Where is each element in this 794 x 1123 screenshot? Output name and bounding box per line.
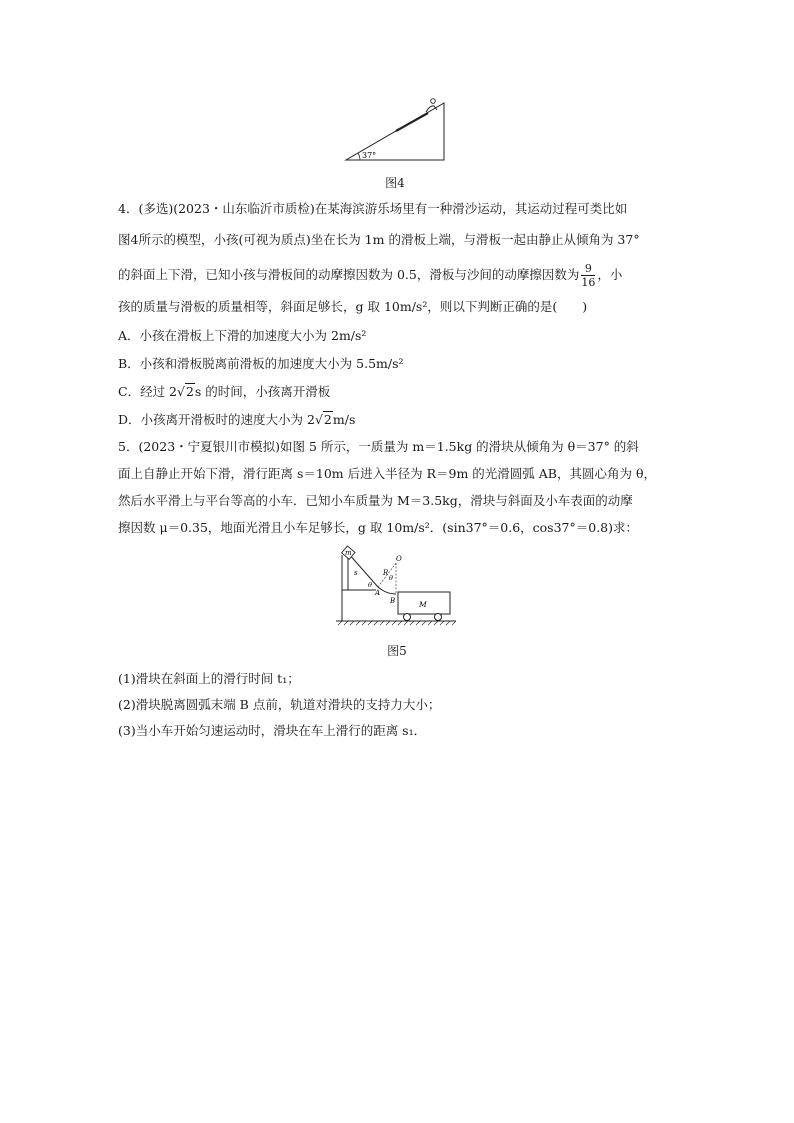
q5-sub-3: (3)当小车开始匀速运动时，滑块在车上滑行的距离 s₁． [118, 723, 427, 738]
arc-ab [378, 587, 396, 594]
child-body [426, 106, 437, 112]
label-cart-m: M [419, 600, 427, 609]
figure-4-diagram [340, 95, 450, 165]
option-c-radicand: 2 [185, 384, 194, 399]
q5-sub-1: (1)滑块在斜面上的滑行时间 t₁； [118, 671, 300, 686]
q4-line-3 [118, 262, 688, 289]
figure-5-caption: 图5 [387, 644, 407, 658]
label-m: m [345, 549, 352, 557]
q5-line-3: 然后水平滑上与平台等高的小车．已知小车质量为 M＝3.5kg，滑块与斜面及小车表面的动摩 [118, 493, 633, 508]
q4-option-c [118, 383, 688, 401]
option-c-suffix: s 的时间，小孩离开滑板 [194, 384, 331, 399]
friction-fraction [581, 262, 595, 289]
incline-slope [348, 553, 378, 587]
q4-line-4: 孩的质量与滑板的质量相等，斜面足够长，g 取 10m/s²，则以下判断正确的是( ) [118, 299, 588, 314]
label-b: B [390, 597, 396, 605]
fraction-denominator: 16 [581, 276, 596, 289]
label-a: A [375, 589, 381, 597]
q5-line-2: 面上自静止开始下滑，滑行距离 s＝10m 后进入半径为 R＝9m 的光滑圆弧 AB，其圆心角为 θ， [118, 466, 656, 481]
label-r: R [383, 569, 389, 577]
incline-triangle [346, 103, 444, 160]
q4-line-2: 图4所示的模型，小孩(可视为质点)坐在长为 1m 的滑板上端，与滑板一起由静止从倾角为 37° [118, 232, 640, 247]
q4-line-1: 4．(多选)(2023・山东临沂市质检)在某海滨游乐场里有一种滑沙运动，其运动过程可类比如 [118, 201, 628, 216]
label-theta-center: θ [389, 574, 393, 582]
q4-line-3a: 的斜面上下滑，已知小孩与滑板间的动摩擦因数为 0.5，滑板与沙间的动摩擦因数为 [118, 267, 580, 282]
sliding-board [396, 113, 428, 131]
q4-option-a: A．小孩在滑板上下滑的加速度大小为 2m/s² [118, 328, 367, 343]
ground-hatching [338, 621, 456, 625]
angle-arc [358, 153, 360, 160]
cart-wheel-right [435, 614, 442, 621]
q5-line-4: 擦因数 μ＝0.35，地面光滑且小车足够长，g 取 10m/s²．(sin37°＝0.6，cos37°＝0.8)求： [118, 520, 639, 535]
cart-wheel-left [404, 614, 411, 621]
label-s: s [354, 569, 358, 577]
figure-4-caption: 图4 [385, 176, 405, 190]
q5-line-1: 5．(2023・宁夏银川市模拟)如图 5 所示，一质量为 m＝1.5kg 的滑块从倾角为 θ＝37° 的斜 [118, 439, 639, 454]
q5-sub-2: (2)滑块脱离圆弧末端 B 点前，轨道对滑块的支持力大小； [118, 697, 441, 712]
label-theta-incline: θ [368, 581, 372, 589]
q4-option-d [118, 411, 688, 429]
sqrt-symbol: √ [177, 384, 185, 399]
child-head [431, 99, 436, 104]
label-o: O [396, 555, 402, 563]
q4-option-b: B．小孩和滑板脱离前滑板的加速度大小为 5.5m/s² [118, 356, 404, 371]
option-d-prefix: D．小孩离开滑板时的速度大小为 2 [118, 412, 315, 427]
angle-label: 37° [362, 151, 377, 160]
option-d-suffix: m/s [332, 412, 356, 427]
option-d-radicand: 2 [323, 412, 332, 427]
q4-line-3b: ，小 [597, 267, 623, 282]
fraction-numerator: 9 [581, 262, 595, 276]
option-c-prefix: C．经过 2 [118, 384, 177, 399]
sqrt-symbol: √ [314, 412, 323, 427]
figure-5-diagram [334, 545, 458, 633]
